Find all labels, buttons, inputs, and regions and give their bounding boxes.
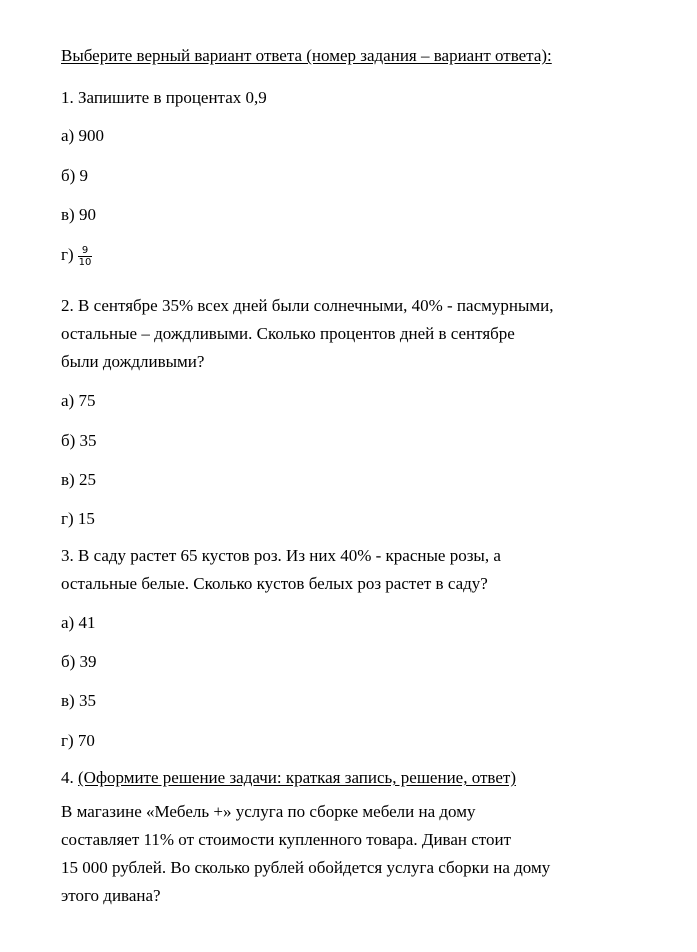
fraction-numerator: 9	[78, 245, 93, 257]
question-3-option-a: а) 41	[61, 613, 96, 632]
question-4-text-line-1: В магазине «Мебель +» услуга по сборке мебели на дому	[61, 802, 476, 821]
question-3-text-line-2: остальные белые. Сколько кустов белых роз растет в саду?	[61, 574, 488, 593]
question-1-option-c: в) 90	[61, 205, 96, 224]
question-1-option-d-prefix: г)	[61, 245, 74, 264]
question-4-number: 4.	[61, 768, 78, 787]
question-3-option-c: в) 35	[61, 691, 96, 710]
worksheet-instruction: Выберите верный вариант ответа (номер задания – вариант ответа):	[61, 46, 552, 65]
question-3-text-line-1: 3. В саду растет 65 кустов роз. Из них 40% - красные розы, а	[61, 546, 501, 565]
question-2-text-line-2: остальные – дождливыми. Сколько процентов дней в сентябре	[61, 324, 515, 343]
question-1-option-b: б) 9	[61, 166, 89, 185]
question-3-option-b: б) 39	[61, 652, 97, 671]
question-2-option-c: в) 25	[61, 470, 96, 489]
question-3-option-d: г) 70	[61, 731, 95, 750]
question-4-text-line-2: составляет 11% от стоимости купленного товара. Диван стоит	[61, 830, 512, 849]
question-4-text-line-4: этого дивана?	[61, 886, 161, 905]
question-4-instruction: (Оформите решение задачи: краткая запись, решение, ответ)	[78, 768, 516, 787]
question-2-text-line-1: 2. В сентябре 35% всех дней были солнечными, 40% - пасмурными,	[61, 296, 554, 315]
question-2-text-line-3: были дождливыми?	[61, 352, 205, 371]
question-2-option-a: а) 75	[61, 391, 96, 410]
question-4-header	[61, 767, 516, 789]
fraction-denominator: 10	[78, 256, 92, 268]
question-2-option-b: б) 35	[61, 431, 97, 450]
question-2-option-d: г) 15	[61, 509, 95, 528]
fraction	[78, 245, 93, 268]
question-1-option-a: а) 900	[61, 126, 104, 145]
question-1-text: 1. Запишите в процентах 0,9	[61, 88, 267, 107]
question-4-text-line-3: 15 000 рублей. Во сколько рублей обойдется услуга сборки на дому	[61, 858, 551, 877]
question-1-option-d	[61, 244, 92, 268]
